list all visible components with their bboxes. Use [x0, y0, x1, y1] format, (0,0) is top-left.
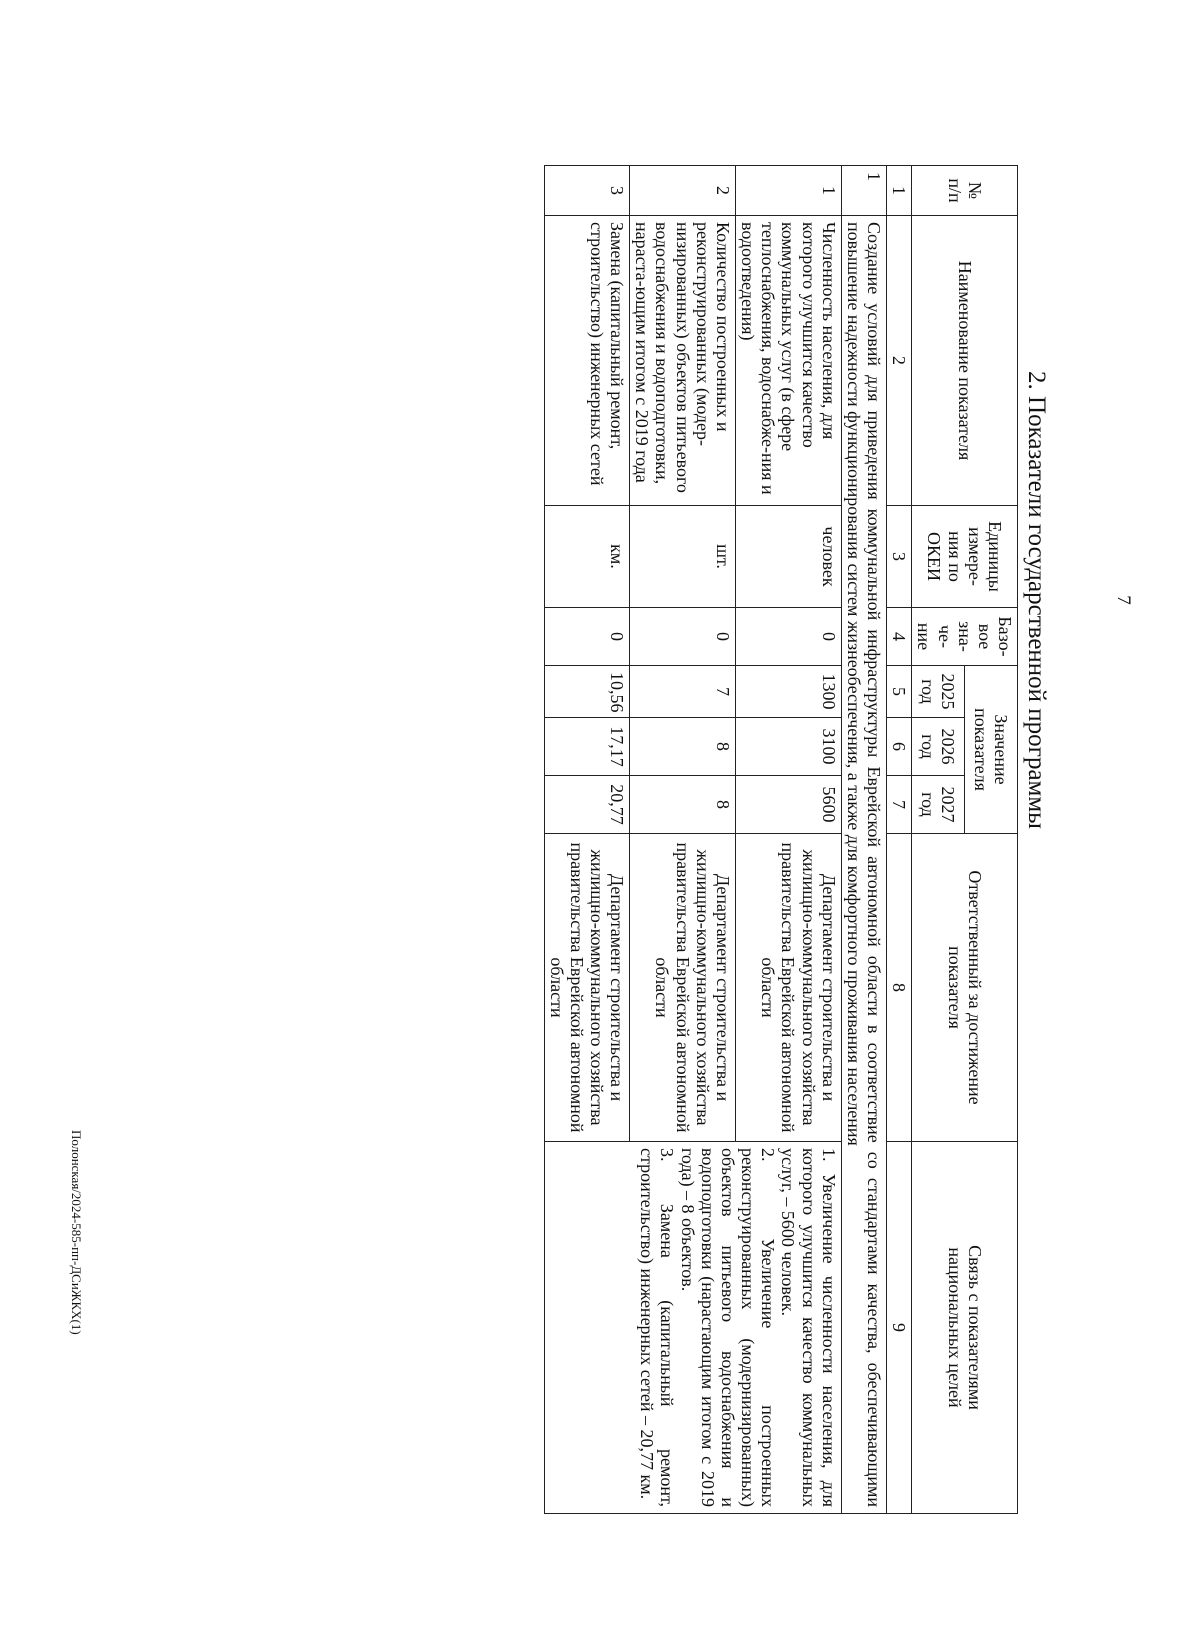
row-number: 2: [630, 166, 736, 216]
header-responsible: Ответственный за достижение показателя: [912, 834, 1018, 1142]
header-year-2026: 2026 год: [912, 718, 965, 776]
section-row: [841, 166, 886, 1514]
unit-cell: человек: [735, 506, 841, 608]
column-number: 3: [887, 506, 912, 608]
indicator-name: Замена (капитальный ремонт, строительство) инженерных сетей: [544, 216, 630, 506]
national-goals-link-cell: 1. Увеличение численности населения, для которого улучшится качество коммунальных услуг, – 5600 человек. 2. Увеличение построенных реконструированных (модернизированных) объектов питьевого водоснабжения и водоподготовки (нарастающим итогом с 2019 года) – 8 объектов. 3. Замена (капитальный ремонт, строительство) инженерных сетей – 20,77 км.: [544, 1142, 841, 1514]
page-number: 7: [1113, 595, 1134, 605]
header-unit: Единицы измере- ния по ОКЕИ: [912, 506, 1018, 608]
indicator-name: Количество построенных и реконструированных (модер-низированных) объектов питьевого водоснабжения и водоподготовки, нараста-ющим итогом с 2019 года: [630, 216, 736, 506]
column-number: 4: [887, 608, 912, 666]
header-name: Наименование показателя: [912, 216, 1018, 506]
unit-cell: км.: [544, 506, 630, 608]
header-no: № п/п: [912, 166, 1018, 216]
section-text: Создание условий для приведения коммунальной инфраструктуры Еврейской автономной области в соответствие со стандартами качества, обеспечивающими повышение надежности функционирования систем жизнеобеспечения, а также для комфортного проживания населения: [841, 216, 886, 1514]
unit-cell: шт.: [630, 506, 736, 608]
value-2027-cell: 8: [630, 776, 736, 834]
column-number: 8: [887, 834, 912, 1142]
value-2025-cell: 1300: [735, 666, 841, 718]
column-number: 1: [887, 166, 912, 216]
base-value-cell: 0: [544, 608, 630, 666]
responsible-cell: Департамент строительства и жилищно-коммунального хозяйства правительства Еврейской автономной области: [544, 834, 630, 1142]
row-number: 1: [735, 166, 841, 216]
value-2025-cell: 10,56: [544, 666, 630, 718]
header-base-value: Базо- вое зна- че- ние: [912, 608, 1018, 666]
document-title: 2. Показатели государственной программы: [1023, 371, 1050, 829]
header-year-2025: 2025 год: [912, 666, 965, 718]
responsible-cell: Департамент строительства и жилищно-коммунального хозяйства правительства Еврейской автономной области: [735, 834, 841, 1142]
value-2026-cell: 17,17: [544, 718, 630, 776]
column-number: 2: [887, 216, 912, 506]
value-2026-cell: 3100: [735, 718, 841, 776]
column-number: 6: [887, 718, 912, 776]
header-row: [965, 166, 1018, 1514]
row-number: 3: [544, 166, 630, 216]
indicators-table: [544, 165, 1018, 1514]
column-number: 9: [887, 1142, 912, 1514]
indicator-name: Численность населения, для которого улучшится качество коммунальных услуг (в сфере теплоснабжения, водоснабже-ния и водоотведения): [735, 216, 841, 506]
section-number: 1: [841, 166, 886, 216]
value-2026-cell: 8: [630, 718, 736, 776]
column-number: 5: [887, 666, 912, 718]
base-value-cell: 0: [735, 608, 841, 666]
header-indicator-value: Значение показателя: [965, 666, 1018, 834]
base-value-cell: 0: [630, 608, 736, 666]
value-2027-cell: 5600: [735, 776, 841, 834]
value-2025-cell: 7: [630, 666, 736, 718]
column-number: 7: [887, 776, 912, 834]
value-2027-cell: 20,77: [544, 776, 630, 834]
column-numbers-row: [887, 166, 912, 1514]
table-row: [735, 166, 841, 1514]
header-year-2027: 2027 год: [912, 776, 965, 834]
responsible-cell: Департамент строительства и жилищно-коммунального хозяйства правительства Еврейской автономной области: [630, 834, 736, 1142]
footer-document-code: Полонская/2024-585-пп-ДСиЖКХ(1): [69, 1130, 84, 1335]
header-national-goals-link: Связь с показателями национальных целей: [912, 1142, 1018, 1514]
